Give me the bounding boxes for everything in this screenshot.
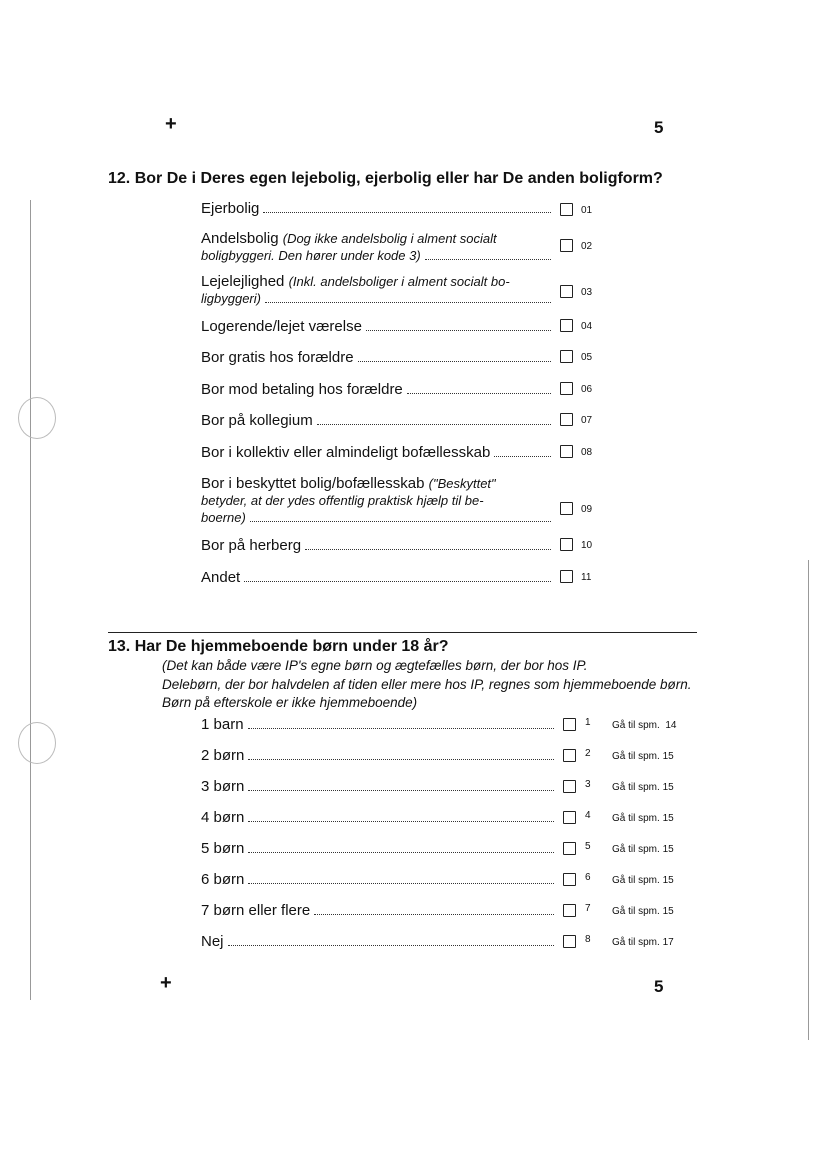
- option-label: Logerende/lejet værelse: [201, 318, 362, 335]
- skip-instruction: Gå til spm. 14: [612, 720, 677, 731]
- punch-hole: [18, 722, 56, 764]
- option-label: Bor i beskyttet bolig/bofællesskab: [201, 475, 425, 492]
- option-row: [201, 902, 556, 919]
- option-label: Andet: [201, 569, 241, 586]
- checkbox-1[interactable]: [563, 718, 576, 731]
- option-label: (Inkl. andelsboliger i alment socialt bo-: [288, 274, 510, 289]
- option-label: Ejerbolig: [201, 200, 260, 217]
- skip-instruction: Gå til spm. 15: [612, 751, 674, 762]
- option-row: [201, 318, 553, 335]
- option-row: [201, 871, 556, 888]
- option-row: [201, 273, 553, 307]
- option-label: Andelsbolig: [201, 230, 279, 247]
- skip-instruction: Gå til spm. 17: [612, 937, 674, 948]
- option-code: 04: [581, 321, 593, 332]
- option-label: 2 børn: [201, 747, 245, 764]
- option-code: 1: [585, 717, 591, 728]
- checkbox-4[interactable]: [563, 811, 576, 824]
- option-row: [201, 716, 556, 733]
- checkbox-02[interactable]: [560, 239, 573, 252]
- checkbox-08[interactable]: [560, 445, 573, 458]
- dot-leader: [265, 302, 551, 303]
- option-code: 7: [585, 903, 591, 914]
- option-code: 6: [585, 872, 591, 883]
- option-label: 3 børn: [201, 778, 245, 795]
- option-row: [201, 349, 553, 366]
- option-label: Bor mod betaling hos forældre: [201, 381, 403, 398]
- option-label: 4 børn: [201, 809, 245, 826]
- question-12-title: 12. Bor De i Deres egen lejebolig, ejerbolig eller har De anden boligform?: [108, 170, 663, 187]
- option-code: 5: [585, 841, 591, 852]
- dot-leader: [228, 945, 554, 946]
- checkbox-01[interactable]: [560, 203, 573, 216]
- option-row: [201, 537, 553, 554]
- checkbox-5[interactable]: [563, 842, 576, 855]
- skip-instruction: Gå til spm. 15: [612, 844, 674, 855]
- checkbox-04[interactable]: [560, 319, 573, 332]
- option-row: [201, 840, 556, 857]
- dot-leader: [248, 759, 554, 760]
- option-label: betyder, at der ydes offentlig praktisk hjælp til be-: [201, 493, 484, 508]
- dot-leader: [358, 361, 551, 362]
- option-label: (Dog ikke andelsbolig i alment socialt: [282, 231, 497, 246]
- dot-leader: [248, 883, 554, 884]
- option-row: [201, 475, 553, 526]
- option-label: ("Beskyttet": [428, 476, 496, 491]
- option-code: 10: [581, 540, 593, 551]
- question-13-note-line: Børn på efterskole er ikke hjemmeboende): [162, 695, 418, 710]
- option-code: 05: [581, 352, 593, 363]
- option-label: 6 børn: [201, 871, 245, 888]
- dot-leader: [248, 852, 554, 853]
- option-code: 08: [581, 447, 593, 458]
- option-label: boerne): [201, 510, 246, 525]
- question-13-note-line: Delebørn, der bor halvdelen af tiden eller mere hos IP, regnes som hjemmeboende børn.: [162, 677, 692, 692]
- checkbox-07[interactable]: [560, 413, 573, 426]
- dot-leader: [366, 330, 551, 331]
- option-code: 3: [585, 779, 591, 790]
- skip-instruction: Gå til spm. 15: [612, 875, 674, 886]
- registration-mark-top: +: [165, 113, 177, 135]
- option-row: [201, 747, 556, 764]
- option-code: 09: [581, 504, 593, 515]
- option-label: ligbyggeri): [201, 291, 261, 306]
- option-code: 06: [581, 384, 593, 395]
- option-row: [201, 230, 553, 264]
- option-label: Bor på herberg: [201, 537, 302, 554]
- dot-leader: [248, 790, 554, 791]
- checkbox-05[interactable]: [560, 350, 573, 363]
- option-code: 07: [581, 415, 593, 426]
- scan-margin-line: [808, 560, 809, 1040]
- option-label: 1 barn: [201, 716, 244, 733]
- checkbox-10[interactable]: [560, 538, 573, 551]
- option-code: 01: [581, 205, 593, 216]
- dot-leader: [425, 259, 551, 260]
- checkbox-09[interactable]: [560, 502, 573, 515]
- option-label: Bor i kollektiv eller almindeligt bofællesskab: [201, 444, 491, 461]
- checkbox-6[interactable]: [563, 873, 576, 886]
- dot-leader: [305, 549, 551, 550]
- section-divider: [108, 632, 697, 633]
- skip-instruction: Gå til spm. 15: [612, 782, 674, 793]
- option-row: [201, 569, 553, 586]
- option-code: 11: [581, 572, 592, 583]
- skip-instruction: Gå til spm. 15: [612, 906, 674, 917]
- option-row: [201, 809, 556, 826]
- option-code: 2: [585, 748, 591, 759]
- option-row: [201, 444, 553, 461]
- option-row: [201, 778, 556, 795]
- dot-leader: [314, 914, 554, 915]
- option-row: [201, 412, 553, 429]
- checkbox-06[interactable]: [560, 382, 573, 395]
- option-row: [201, 933, 556, 950]
- option-code: 8: [585, 934, 591, 945]
- punch-hole: [18, 397, 56, 439]
- dot-leader: [248, 821, 554, 822]
- dot-leader: [263, 212, 551, 213]
- option-label: Bor på kollegium: [201, 412, 313, 429]
- registration-mark-bottom: +: [160, 972, 172, 994]
- option-code: 03: [581, 287, 593, 298]
- option-row: [201, 381, 553, 398]
- option-label: 5 børn: [201, 840, 245, 857]
- checkbox-11[interactable]: [560, 570, 573, 583]
- dot-leader: [317, 424, 551, 425]
- page-number-top: 5: [654, 118, 664, 137]
- dot-leader: [494, 456, 551, 457]
- checkbox-8[interactable]: [563, 935, 576, 948]
- dot-leader: [244, 581, 551, 582]
- dot-leader: [248, 728, 554, 729]
- option-code: 4: [585, 810, 591, 821]
- page-number-bottom: 5: [654, 977, 664, 996]
- option-row: [201, 200, 553, 217]
- option-label: boligbyggeri. Den hører under kode 3): [201, 248, 421, 263]
- question-13-title: 13. Har De hjemmeboende børn under 18 år?: [108, 638, 449, 655]
- option-label: Lejelejlighed: [201, 273, 285, 290]
- option-label: Bor gratis hos forældre: [201, 349, 354, 366]
- option-code: 02: [581, 241, 593, 252]
- dot-leader: [407, 393, 551, 394]
- skip-instruction: Gå til spm. 15: [612, 813, 674, 824]
- checkbox-3[interactable]: [563, 780, 576, 793]
- checkbox-2[interactable]: [563, 749, 576, 762]
- dot-leader: [250, 521, 551, 522]
- question-13-note-line: (Det kan både være IP's egne børn og ægtefælles børn, der bor hos IP.: [162, 658, 588, 673]
- checkbox-03[interactable]: [560, 285, 573, 298]
- option-label: Nej: [201, 933, 224, 950]
- checkbox-7[interactable]: [563, 904, 576, 917]
- option-label: 7 børn eller flere: [201, 902, 311, 919]
- scan-margin-line: [30, 200, 31, 1000]
